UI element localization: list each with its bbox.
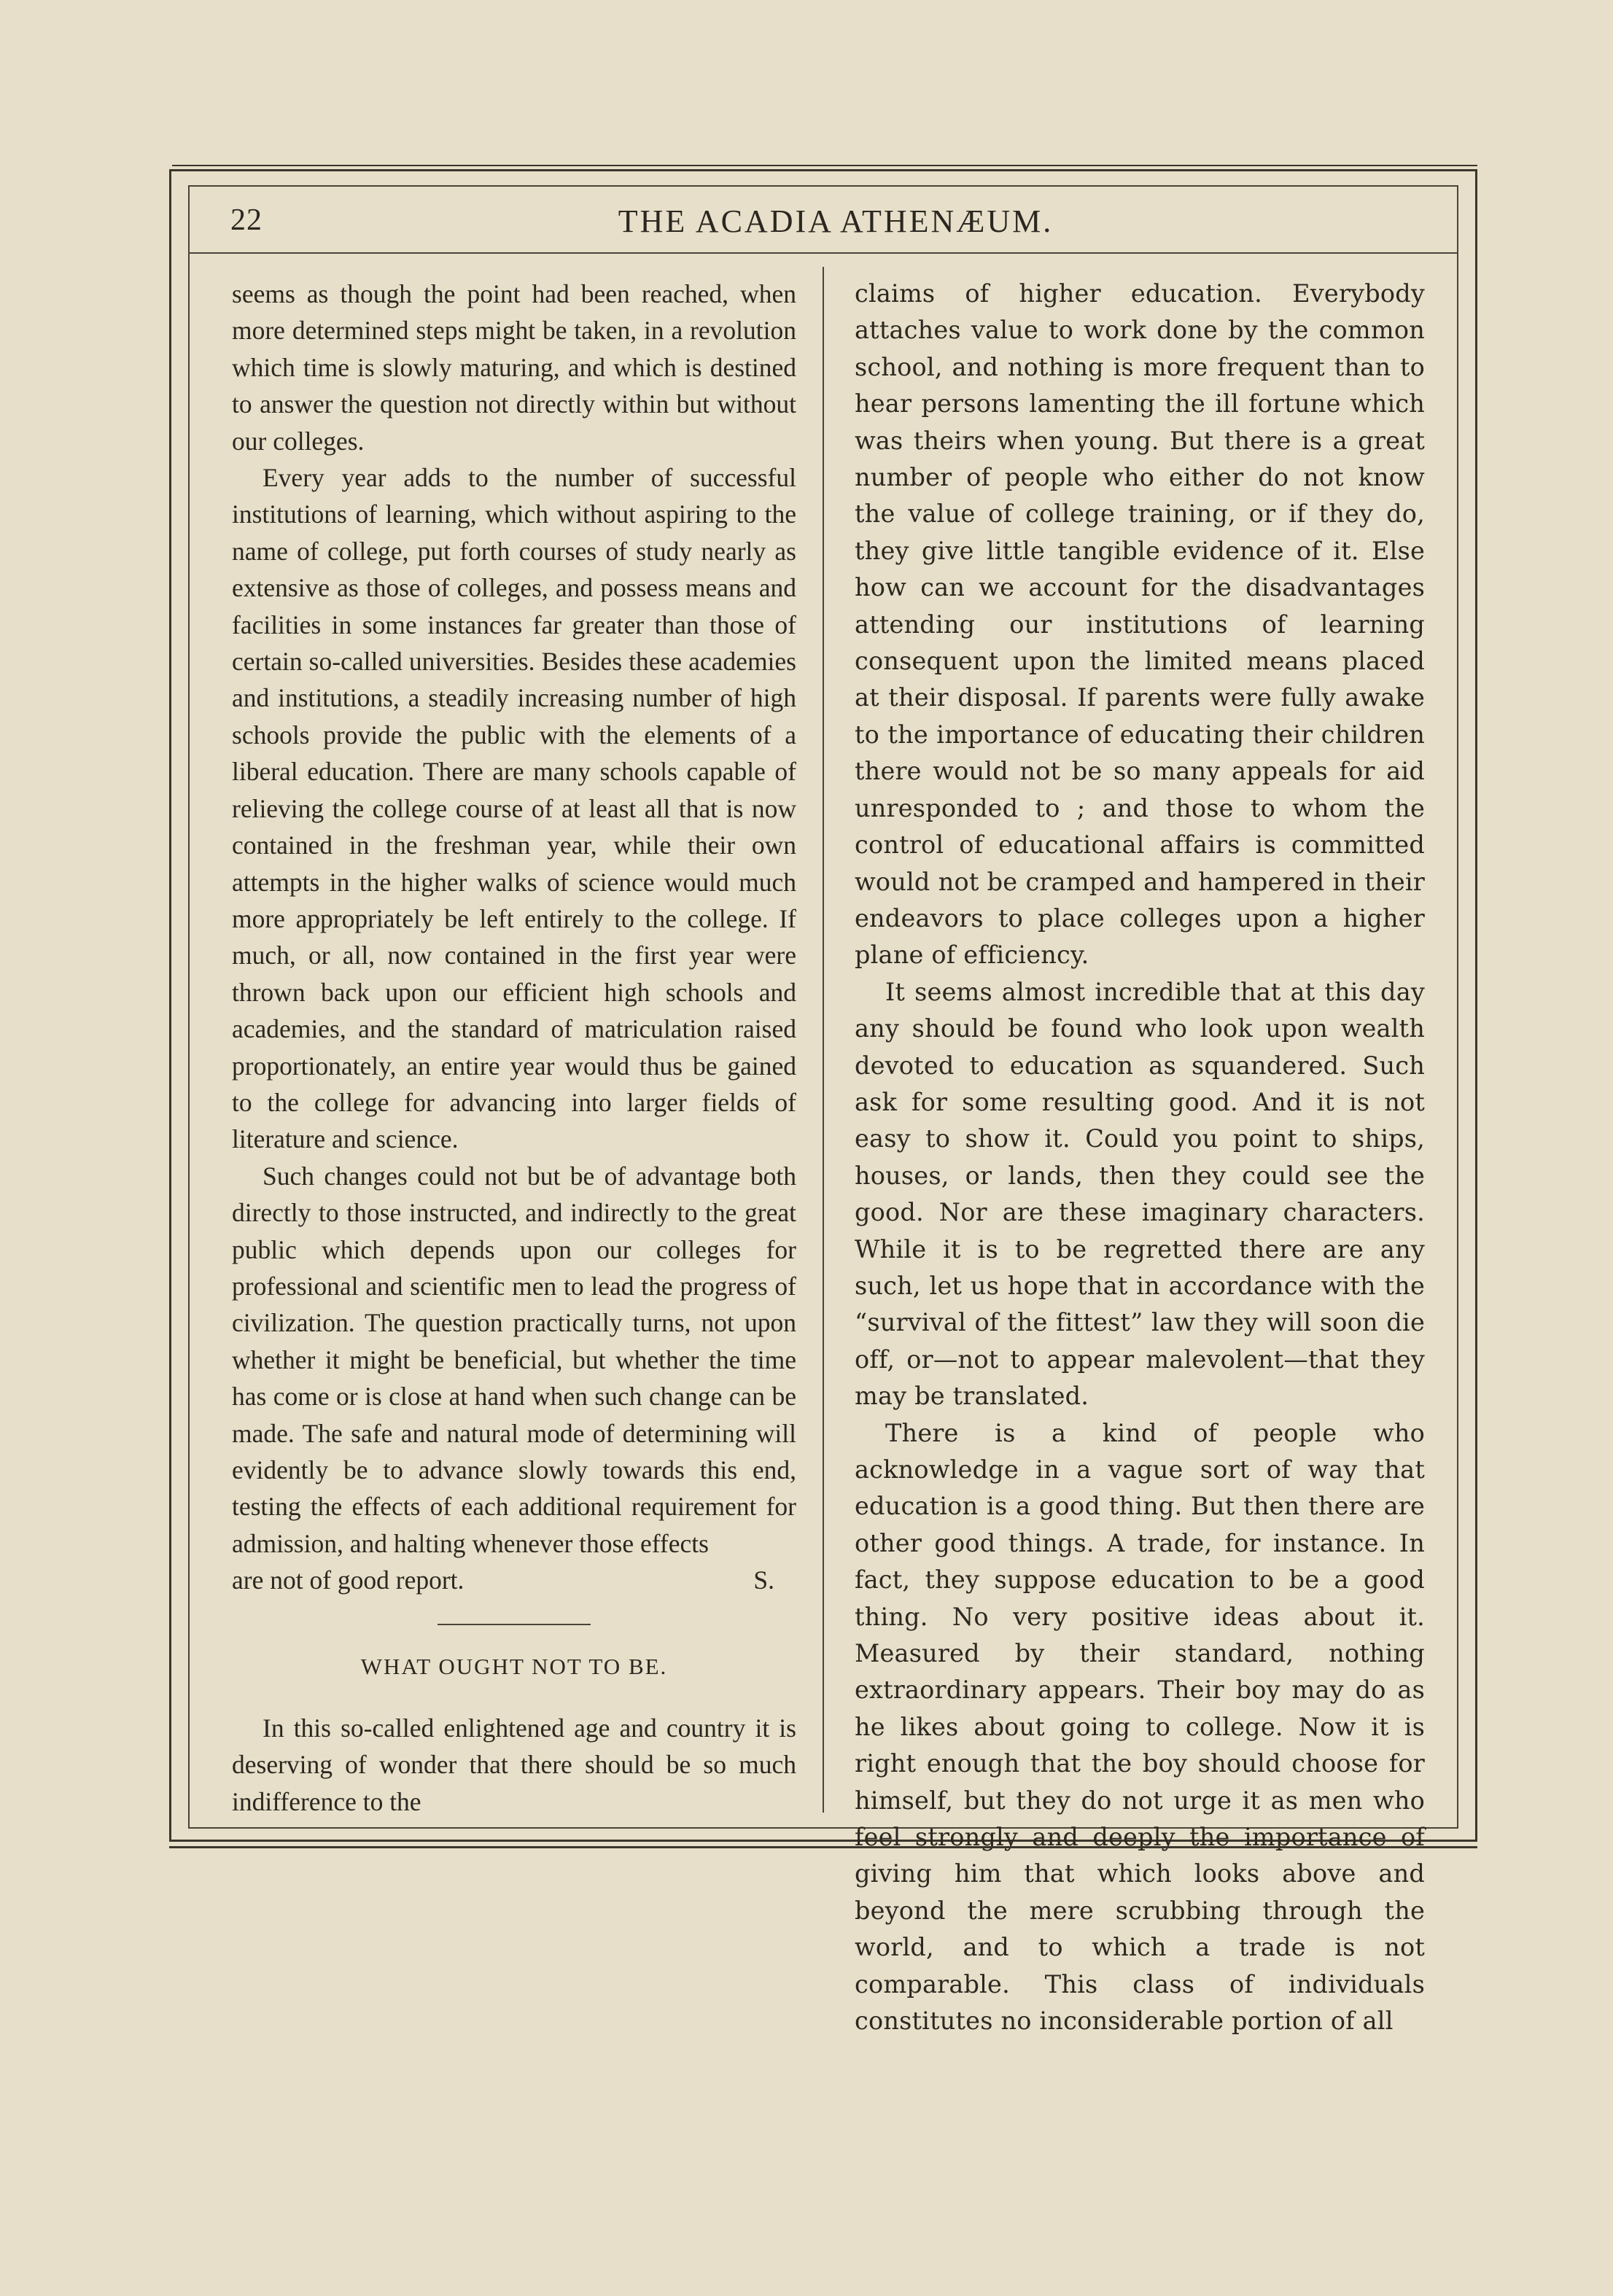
paragraph: seems as though the point had been reached, when more determined steps might be taken, in a revolution which time is slowly maturing, and which is destined to answer the question not directly within but without our colleges. xyxy=(232,279,796,456)
top-border-rule xyxy=(172,165,1477,166)
paragraph: In this so-called enlightened age and country it is deserving of wonder that there should be so much indifference to the xyxy=(232,1713,796,1816)
paragraph: Every year adds to the number of successful institutions of learning, which without aspiring to the name of college, put forth courses of study nearly as extensive as those of colleges, and possess means and facilities in some instances far greater than those of certain so-called universities. Besides these academies and institutions, a steadily increasing number of high schools provide the public with the elements of a liberal education. There are many schools capable of relieving the college course of at least all that is now contained in the freshman year, while their own attempts in the higher walks of science would much more appropriately be left entirely to the college. If much, or all, now contained in the first year were thrown back upon our efficient high schools and academies, and the standard of matriculation raised proportionately, an entire year would thus be gained to the college for advancing into larger fields of literature and science. xyxy=(232,463,796,1154)
left-column xyxy=(232,276,796,1821)
paragraph: Such changes could not but be of advantage both directly to those instructed, and indirectly to the great public which depends upon our colleges for professional and scientific men to lead the progress of civilization. The question practically turns, not upon whether it might be beneficial, but whether the time has come or is close at hand when such change can be made. The safe and natural mode of determining will evidently be to advance slowly towards this end, testing the effects of each additional requirement for admission, and halting whenever those effects xyxy=(232,1161,796,1558)
right-column xyxy=(855,276,1425,2036)
author-signature: S. xyxy=(753,1565,774,1595)
running-title: THE ACADIA ATHENÆUM. xyxy=(618,203,1054,239)
paragraph-last-line: are not of good report. xyxy=(232,1565,465,1595)
signature-line xyxy=(232,1562,796,1598)
page-number: 22 xyxy=(230,203,263,237)
section-heading: WHAT OUGHT NOT TO BE. xyxy=(360,1653,668,1679)
column-divider xyxy=(823,267,824,1813)
page-header xyxy=(230,194,1441,252)
section-divider xyxy=(438,1624,591,1625)
header-rule xyxy=(188,252,1458,254)
paragraph: claims of higher education. Everybody attaches value to work done by the common school, and nothing is more frequent than to hear persons lamenting the ill fortune which was theirs when young. But there is a great number of people who either do not know the value of college training, or if they do, they give little tangible evidence of it. Else how can we account for the disadvantages attending our institutions of learning consequent upon the limited means placed at their disposal. If parents were fully awake to the importance of educating their children there would not be so many appeals for aid unresponded to ; and those to whom the control of educational affairs is committed would not be cramped and hampered in their endeavors to place colleges upon a higher plane of efficiency. xyxy=(855,279,1425,970)
paragraph: It seems almost incredible that at this day any should be found who look upon wealth devoted to education as squandered. Such ask for some resulting good. And it is not easy to show it. Could you point to ships, houses, or lands, then they could see the good. Nor are these imaginary characters. While it is to be regretted there are any such, let us hope that in accordance with the “survival of the fittest” law they will soon die off, or—not to appear malevolent—that they may be translated. xyxy=(855,977,1425,1411)
paragraph: There is a kind of people who acknowledge in a vague sort of way that education is a good thing. But then there are other good things. A trade, for instance. In fact, they suppose education to be a good thing. No very positive ideas about it. Measured by their standard, nothing extraordinary appears. Their boy may do as he likes about going to college. Now it is right enough that the boy should choose for himself, but they do not urge it as men who feel strongly and deeply the importance of giving him that which looks above and beyond the mere scrubbing through the world, and to which a trade is not comparable. This class of individuals constitutes no inconsiderable portion of all xyxy=(855,1418,1425,2036)
bottom-border-rule xyxy=(169,1846,1477,1848)
